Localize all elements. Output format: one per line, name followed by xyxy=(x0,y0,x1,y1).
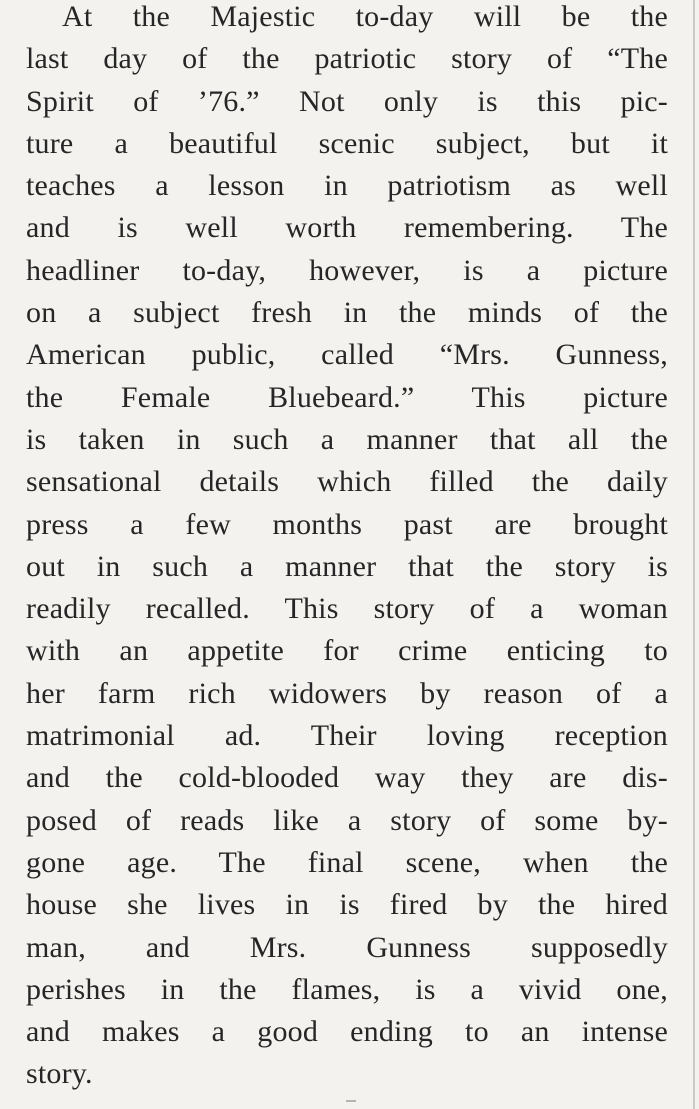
article-line: Spirit of ’76.” Not only is this pic- xyxy=(26,84,668,118)
article-line: American public, called “Mrs. Gunness, xyxy=(26,338,668,372)
article-line: perishes in the flames, is a vivid one, xyxy=(26,972,668,1006)
article-line: and makes a good ending to an intense xyxy=(26,1015,668,1049)
column-rule xyxy=(693,0,695,1109)
article-line: press a few months past are brought xyxy=(26,507,668,541)
article-line: story. xyxy=(26,1057,93,1091)
article-line: her farm rich widowers by reason of a xyxy=(26,676,668,710)
article-line: last day of the patriotic story of “The xyxy=(26,42,668,76)
article-line: the Female Bluebeard.” This picture xyxy=(26,380,668,414)
article-line: posed of reads like a story of some by- xyxy=(26,803,668,837)
article-line: and the cold-blooded way they are dis- xyxy=(26,761,668,795)
article-line: readily recalled. This story of a woman xyxy=(26,592,668,626)
article-text xyxy=(26,0,668,1096)
article-line: house she lives in is fired by the hired xyxy=(26,888,668,922)
article-line: gone age. The final scene, when the xyxy=(26,845,668,879)
print-mark xyxy=(346,1100,356,1102)
article-line: man, and Mrs. Gunness supposedly xyxy=(26,930,668,964)
article-line: sensational details which filled the daily xyxy=(26,465,668,499)
article-line: on a subject fresh in the minds of the xyxy=(26,296,668,330)
article-line: with an appetite for crime enticing to xyxy=(26,634,668,668)
article-line: At the Majestic to-day will be the xyxy=(62,0,668,33)
article-line: ture a beautiful scenic subject, but it xyxy=(26,126,668,160)
article-line: headliner to-day, however, is a picture xyxy=(26,253,668,287)
article-line: teaches a lesson in patriotism as well xyxy=(26,169,668,203)
article-line: out in such a manner that the story is xyxy=(26,549,668,583)
article-line: is taken in such a manner that all the xyxy=(26,422,668,456)
article-line: matrimonial ad. Their loving reception xyxy=(26,719,668,753)
article-line: and is well worth remembering. The xyxy=(26,211,668,245)
